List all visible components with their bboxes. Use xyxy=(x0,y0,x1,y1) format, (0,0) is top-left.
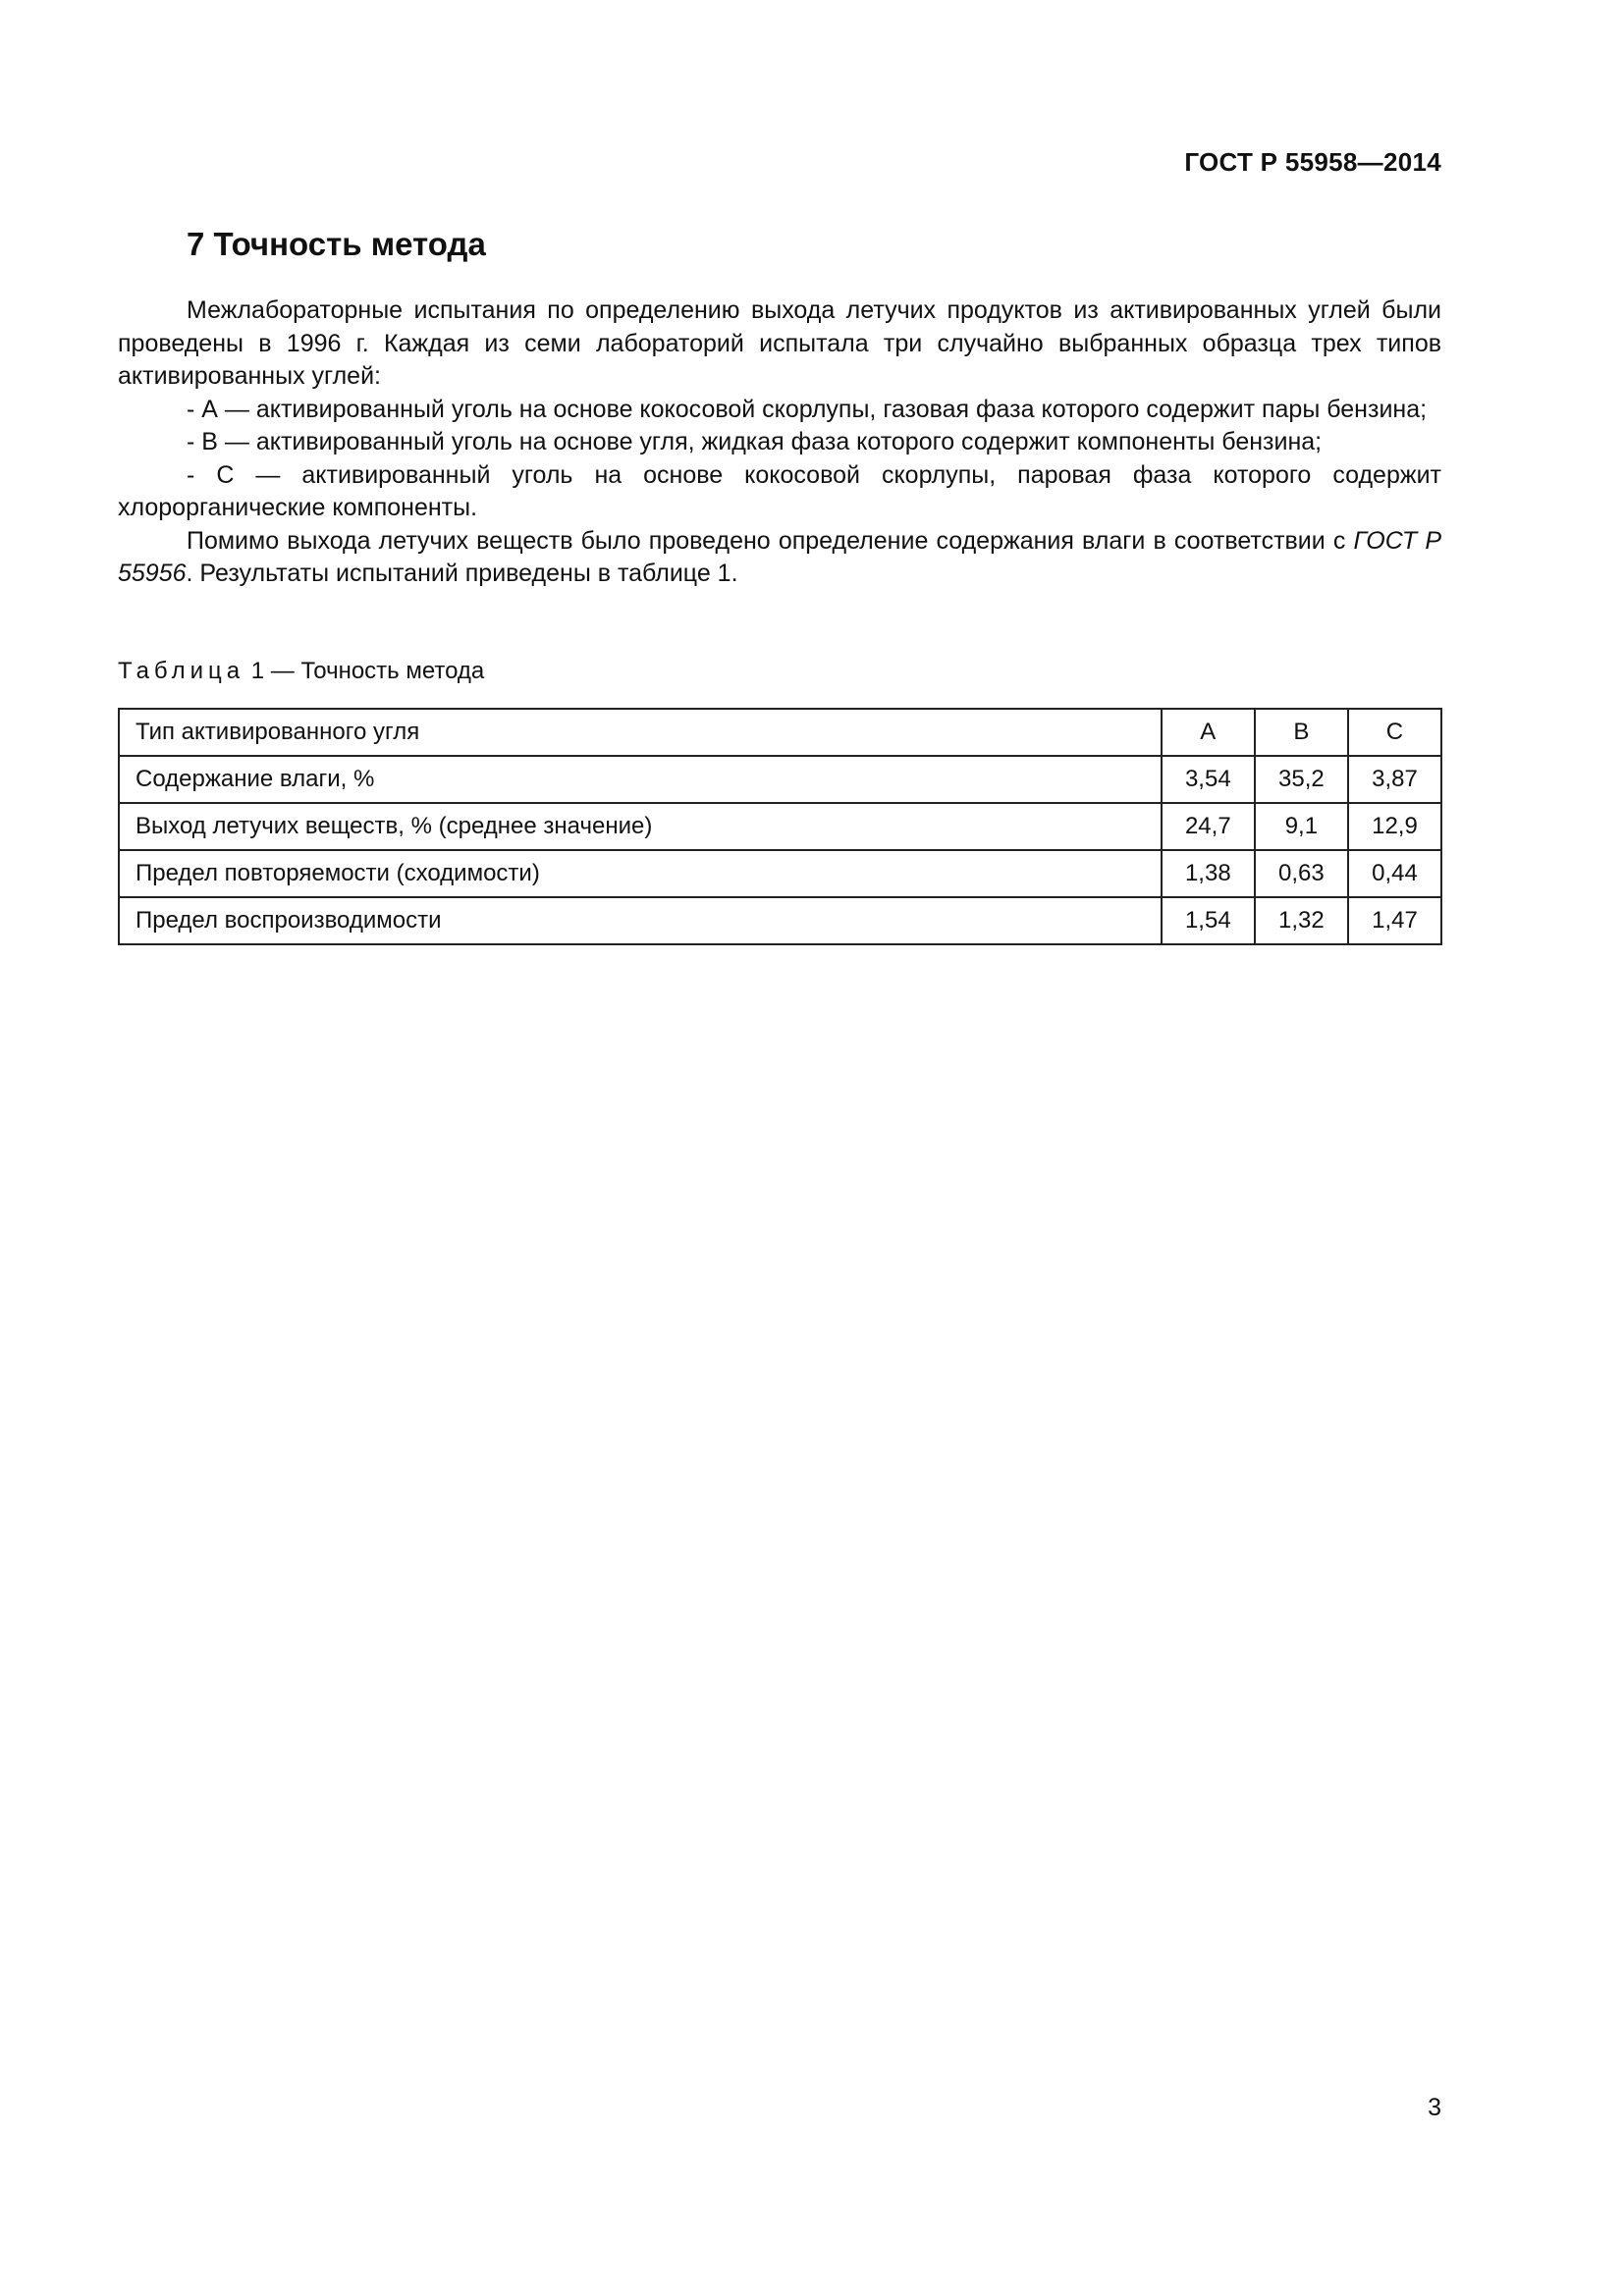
list-item-a: - А — активированный уголь на основе кокосовой скорлупы, газовая фаза которого содержит пары бензина; xyxy=(187,395,1428,423)
table-cell-b: 1,32 xyxy=(1255,897,1348,944)
table-cell-c: 12,9 xyxy=(1348,803,1441,850)
table-row xyxy=(119,756,1441,803)
table-cell-c: 1,47 xyxy=(1348,897,1441,944)
table-cell-b: В xyxy=(1255,709,1348,756)
table-cell-a: 1,38 xyxy=(1162,850,1255,897)
table-cell-a: 24,7 xyxy=(1162,803,1255,850)
list-item-c: - С — активированный уголь на основе кокосовой скорлупы, паровая фаза которого содержит хлорорганические компоненты. xyxy=(118,460,1441,521)
table-cell-b: 35,2 xyxy=(1255,756,1348,803)
paragraph-intro: Межлабораторные испытания по определению выхода летучих продуктов из активированных углей были проведены в 1996 г. Каждая из семи лабораторий испытала три случайно выбранных образца трех типов активированных углей: xyxy=(118,296,1441,390)
list-item-b: - В — активированный уголь на основе угля, жидкая фаза которого содержит компоненты бензина; xyxy=(187,428,1323,455)
table-caption-title: 1 — Точность метода xyxy=(244,658,485,684)
table-row-header xyxy=(119,709,1441,756)
table-caption-word: Таблица xyxy=(118,658,245,684)
paragraph-results-end: . Результаты испытаний приведены в таблице 1. xyxy=(186,560,738,587)
table-row xyxy=(119,850,1441,897)
page-number: 3 xyxy=(1428,2094,1441,2121)
table-cell-label: Предел воспроизводимости xyxy=(119,897,1162,944)
standard-reference: ГОСТ Р 55956 xyxy=(118,526,1441,587)
table-cell-label: Предел повторяемости (сходимости) xyxy=(119,850,1162,897)
document-header: ГОСТ Р 55958—2014 xyxy=(1184,147,1441,177)
table-cell-b: 9,1 xyxy=(1255,803,1348,850)
paragraph-results xyxy=(118,525,1441,591)
paragraph-results-start: Помимо выхода летучих веществ было проведено определение содержания влаги в соответствии с xyxy=(187,526,1354,555)
section-heading: 7 Точность метода xyxy=(187,226,486,262)
table-cell-c: С xyxy=(1348,709,1441,756)
table-cell-b: 0,63 xyxy=(1255,850,1348,897)
table-row xyxy=(119,897,1441,944)
table-caption xyxy=(118,658,484,685)
table-cell-label: Выход летучих веществ, % (среднее значение) xyxy=(119,803,1162,850)
table-row xyxy=(119,803,1441,850)
table-cell-a: А xyxy=(1162,709,1255,756)
precision-table xyxy=(118,708,1442,945)
table-cell-label: Содержание влаги, % xyxy=(119,756,1162,803)
table-cell-c: 3,87 xyxy=(1348,756,1441,803)
table-cell-a: 1,54 xyxy=(1162,897,1255,944)
table-cell-a: 3,54 xyxy=(1162,756,1255,803)
table-cell-label: Тип активированного угля xyxy=(119,709,1162,756)
table-cell-c: 0,44 xyxy=(1348,850,1441,897)
section-body xyxy=(118,294,1441,591)
